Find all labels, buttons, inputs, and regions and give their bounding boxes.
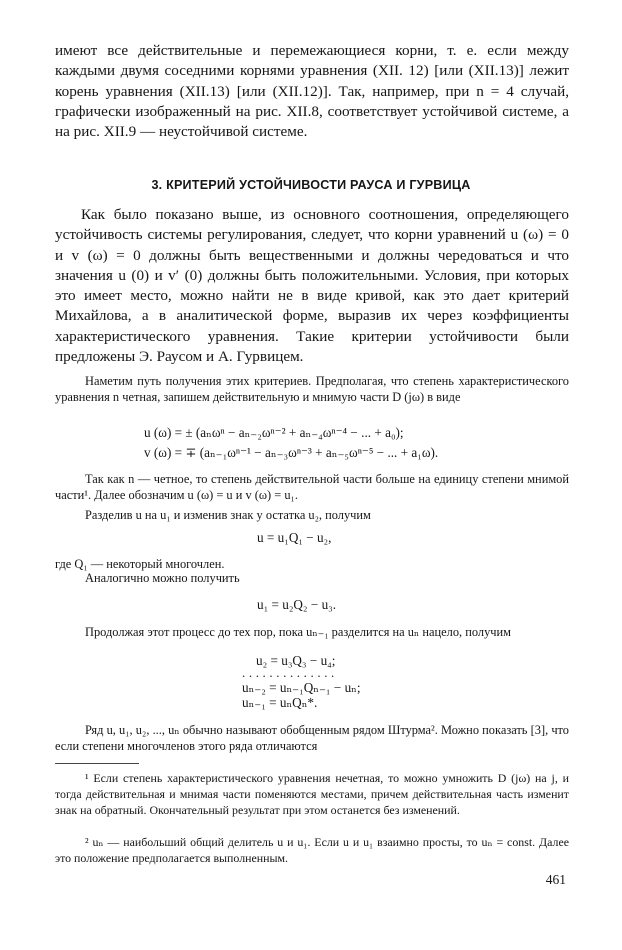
footnote-divider (55, 763, 139, 764)
equation-un-2: uₙ₋₂ = uₙ₋₁Qₙ₋₁ − uₙ; (242, 680, 361, 695)
equation-u-division: u = u₁Q₁ − u₂, (257, 530, 332, 545)
page-number: 461 (545, 872, 566, 887)
equation-u2: u₂ = u₃Q₃ − u₄; (256, 653, 336, 668)
equation-un-1: uₙ₋₁ = uₙQₙ*. (242, 695, 318, 710)
q1-note: где Q₁ — некоторый многочлен. (55, 557, 225, 571)
main-paragraph: Как было показано выше, из основного соотношения, определяющего устойчивость системы регулирования, следует, что корни уравнений u (ω) = 0 и v (ω) = 0 должны быть вещественными и должны чередоваться и что значения u (0) и v′ (0) должны быть положительными. Условия, при которых это имеет место, можно найти не в виде кривой, как это дает критерий Михайлова, а в аналитической форме, выразив их через коэффициенты характеристического уравнения. Такие критерии устойчивости были предложены Э. Раусом и А. Гурвицем. (55, 206, 569, 366)
division-paragraph: Разделив u на u₁ и изменив знак у остатка u₂, получим (85, 508, 371, 522)
derivation-paragraph: Наметим путь получения этих критериев. Предполагая, что степень характеристического уравнения n четная, запишем действительную и мнимую части D (jω) в виде (55, 374, 569, 405)
continue-paragraph: Продолжая этот процесс до тех пор, пока uₙ₋₁ разделится на uₙ нацело, получим (85, 625, 511, 639)
equation-u1-division: u₁ = u₂Q₂ − u₃. (257, 597, 337, 612)
equation-ellipsis: .............. (242, 665, 338, 680)
equation-u-omega: u (ω) = ± (aₙωⁿ − aₙ₋₂ωⁿ⁻² + aₙ₋₄ωⁿ⁻⁴ − ... + a₀); (144, 425, 404, 440)
analog-paragraph: Аналогично можно получить (85, 571, 240, 585)
sturm-paragraph: Ряд u, u₁, u₂, ..., uₙ обычно называют обобщенным рядом Штурма². Можно показать [3], что если степени многочленов этого ряда отличаются (55, 723, 569, 754)
footnote-1: ¹ Если степень характеристического уравнения нечетная, то можно умножить D (jω) на j, и тогда действительная и мнимая части поменяются местами, причем действительная часть изменит знак на обратный. Окончательный результат при этом останется без изменений. (55, 771, 569, 817)
intro-paragraph: имеют все действительные и перемежающиеся корни, т. е. если между каждыми двумя соседними корнями уравнения (XII. 12) [или (XII.13)] лежит корень уравнения (XII.13) [или (XII.12)]. Так, например, при n = 4 случай, графически изображенный на рис. XII.8, соответствует устойчивой системе, а на рис. XII.9 — неустойчивой системе. (55, 42, 569, 141)
degree-paragraph: Так как n — четное, то степень действительной части больше на единицу степени мнимой части¹. Далее обозначим u (ω) = u и v (ω) = u₁. (55, 472, 569, 503)
equation-v-omega: v (ω) = ∓ (aₙ₋₁ωⁿ⁻¹ − aₙ₋₃ωⁿ⁻³ + aₙ₋₅ωⁿ⁻⁵ − ... + a₁ω). (144, 445, 439, 460)
footnote-2: ² uₙ — наибольший общий делитель u и u₁. Если u и u₁ взаимно просты, то uₙ = const. Далее это положение предполагается выполненным. (55, 835, 569, 865)
section-heading: 3. КРИТЕРИЙ УСТОЙЧИВОСТИ РАУСА И ГУРВИЦА (151, 178, 471, 192)
